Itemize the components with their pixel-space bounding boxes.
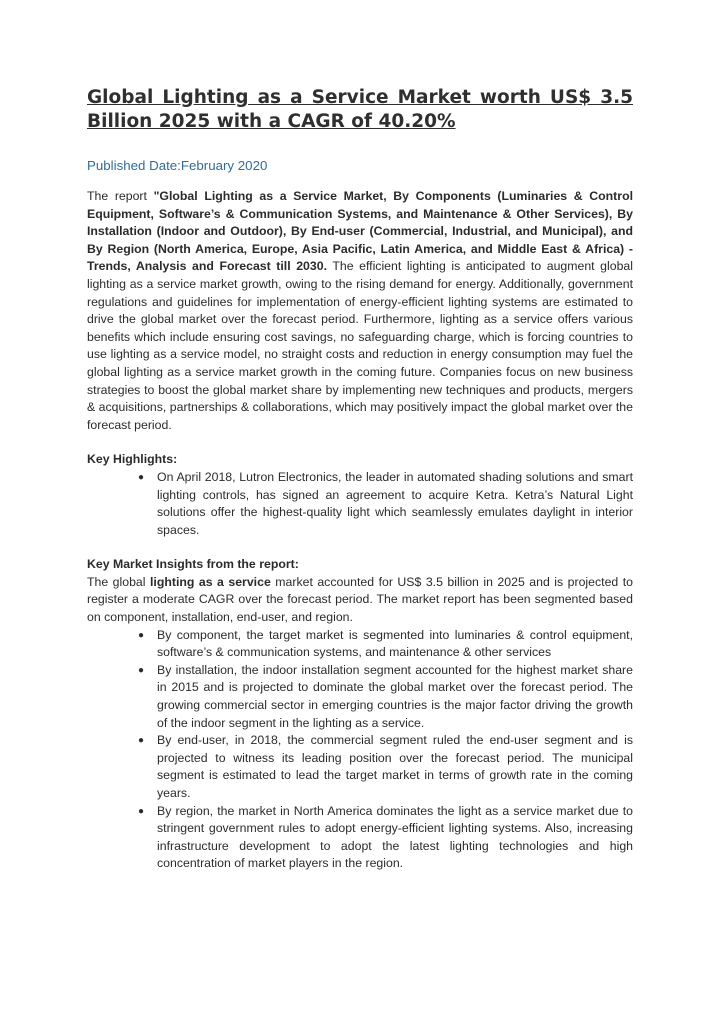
bullet-icon: ● — [138, 805, 145, 817]
published-date: Published Date:February 2020 — [87, 158, 268, 173]
insights-prefix: The global — [87, 574, 150, 589]
report-full-title: "Global Lighting as a Service Market, By Components (Luminaries & Control Equipment, Software’s & Communication Systems, and Maintenance & Other Services), By Installation (Indoor and Outdoor), By End-user (Commercial, Industrial, and Municipal), and By Region (North America, Europe, Asia Pacific, Latin America, and Middle East & Africa) - Trends, Analysis and Forecast till 2030. — [87, 189, 633, 274]
bullet-icon: ● — [138, 629, 145, 641]
intro-prefix: The report — [87, 189, 154, 203]
bullet-icon: ● — [138, 735, 145, 747]
list-item-text: On April 2018, Lutron Electronics, the leader in automated shading solutions and smart lighting controls, has signed an agreement to acquire Ketra. Ketra’s Natural Light solutions offer the highest-quality light which seamlessly emulates daylight in interior spaces. — [157, 469, 633, 537]
key-highlights-heading: Key Highlights: — [87, 452, 178, 467]
insights-body: market accounted for US$ 3.5 billion in 2025 and is projected to register a moderate CAGR over the forecast period. The market report has been segmented based on component, installation, end-user, and region. — [87, 574, 633, 625]
list-item — [138, 803, 633, 873]
list-item — [138, 732, 633, 802]
key-highlights-list — [87, 469, 633, 539]
insights-market-name: lighting as a service — [150, 574, 271, 589]
list-item-text: By installation, the indoor installation segment accounted for the highest market share in 2015 and is projected to dominate the global market over the forecast period. The growing commercial sector in emerging countries is the major factor driving the growth of the indoor segment in the lighting as a service. — [157, 662, 633, 730]
list-item-text: By end-user, in 2018, the commercial segment ruled the end-user segment and is projected to witness its leading position over the forecast period. The municipal segment is estimated to lead the target market in terms of growth rate in the coming years. — [157, 733, 633, 800]
bullet-icon: ● — [138, 471, 145, 483]
intro-body: The efficient lighting is anticipated to augment global lighting as a service market growth, owing to the rising demand for energy. Additionally, government regulations and guidelines for implementation of energy-efficient lighting systems are estimated to drive the global market over the forecast period. Furthermore, lighting as a service offers various benefits which include ensuring cost savings, no safeguarding charge, which is forcing countries to use lighting as a service model, no straight costs and reduction in energy consumption may fuel the global lighting as a service market growth in the coming future. Companies focus on new business strategies to boost the global market share by implementing new techniques and products, mergers & acquisitions, partnerships & collaborations, which may positively impact the global market over the forecast period. — [87, 259, 634, 432]
list-item — [138, 469, 633, 539]
bullet-icon: ● — [138, 664, 145, 676]
page-title: Global Lighting as a Service Market worth US$ 3.5 Billion 2025 with a CAGR of 40.20% — [87, 87, 633, 132]
key-insights-list — [87, 627, 633, 873]
list-item-text: By component, the target market is segmented into luminaries & control equipment, software’s & communication systems, and maintenance & other services — [157, 627, 633, 660]
insights-paragraph — [87, 574, 633, 627]
list-item — [138, 627, 633, 662]
list-item — [138, 662, 633, 732]
key-insights-heading: Key Market Insights from the report: — [87, 557, 299, 572]
article-body — [87, 86, 633, 873]
list-item-text: By region, the market in North America dominates the light as a service market due to stringent government rules to adopt energy-efficient lighting systems. Also, increasing infrastructure development to adopt the latest lighting technologies and high concentration of market players in the region. — [157, 803, 633, 871]
intro-paragraph — [87, 188, 633, 434]
